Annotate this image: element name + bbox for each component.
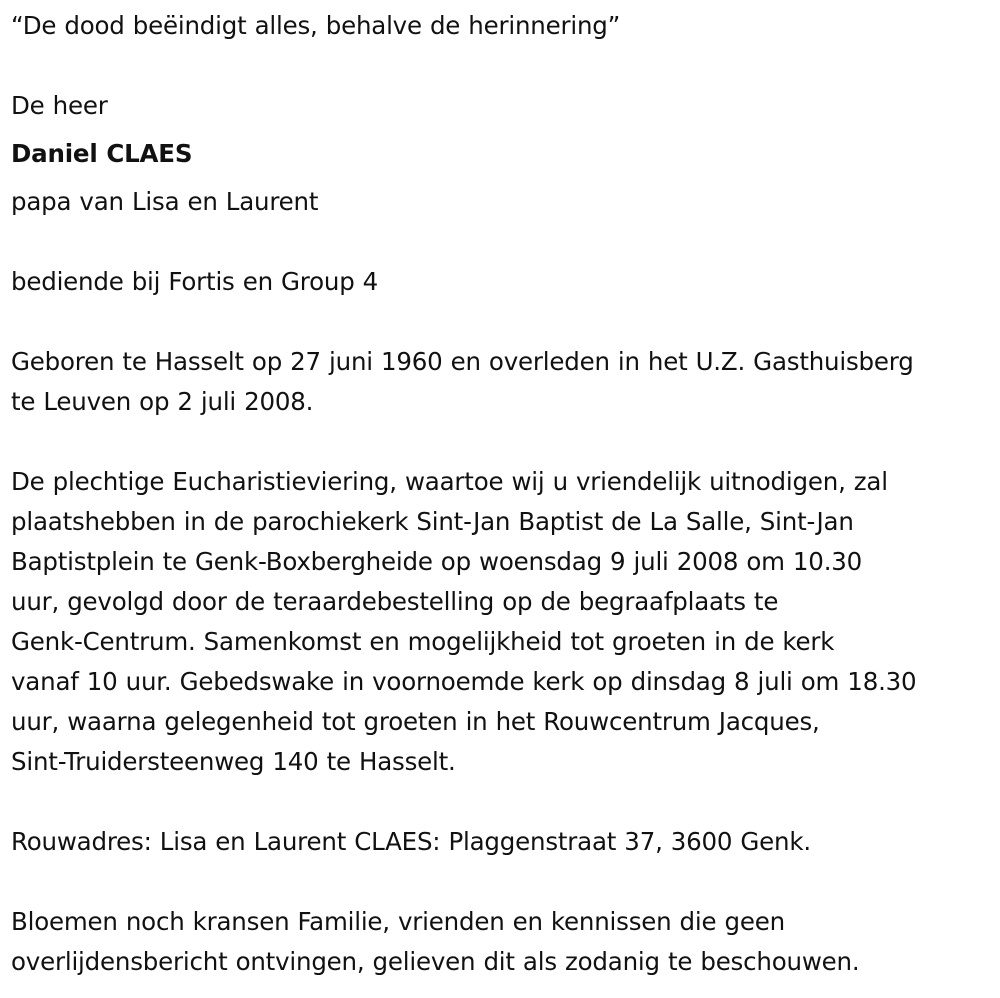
- paragraph-line: uur, waarna gelegenheid tot groeten in het Rouwcentrum Jacques,: [11, 707, 820, 736]
- paragraph-line: Genk-Centrum. Samenkomst en mogelijkheid tot groeten in de kerk: [11, 627, 835, 656]
- paragraph-line: vanaf 10 uur. Gebedswake in voornoemde kerk op dinsdag 8 juli om 18.30: [11, 667, 917, 696]
- mourning-address: Rouwadres: Lisa en Laurent CLAES: Plaggenstraat 37, 3600 Genk.: [11, 827, 811, 856]
- paragraph-line: De plechtige Eucharistieviering, waartoe wij u vriendelijk uitnodigen, zal: [11, 467, 888, 496]
- title-prefix: De heer: [11, 91, 108, 120]
- occupation-text: bediende bij Fortis en Group 4: [11, 267, 379, 296]
- paragraph-line: Geboren te Hasselt op 27 juni 1960 en overleden in het U.Z. Gasthuisberg: [11, 347, 914, 376]
- paragraph-line: Bloemen noch kransen Familie, vrienden en kennissen die geen: [11, 907, 785, 936]
- paragraph-line: Baptistplein te Genk-Boxbergheide op woensdag 9 juli 2008 om 10.30: [11, 547, 863, 576]
- paragraph-line: overlijdensbericht ontvingen, gelieven dit als zodanig te beschouwen.: [11, 947, 860, 976]
- paragraph-line: uur, gevolgd door de teraardebestelling op de begraafplaats te: [11, 587, 779, 616]
- paragraph-line: plaatshebben in de parochiekerk Sint-Jan Baptist de La Salle, Sint-Jan: [11, 507, 854, 536]
- paragraph-line: te Leuven op 2 juli 2008.: [11, 387, 314, 416]
- epitaph-quote: “De dood beëindigt alles, behalve de herinnering”: [11, 11, 621, 40]
- relation-text: papa van Lisa en Laurent: [11, 187, 319, 216]
- paragraph-line: Sint-Truidersteenweg 140 te Hasselt.: [11, 747, 456, 776]
- deceased-name: Daniel CLAES: [11, 139, 193, 168]
